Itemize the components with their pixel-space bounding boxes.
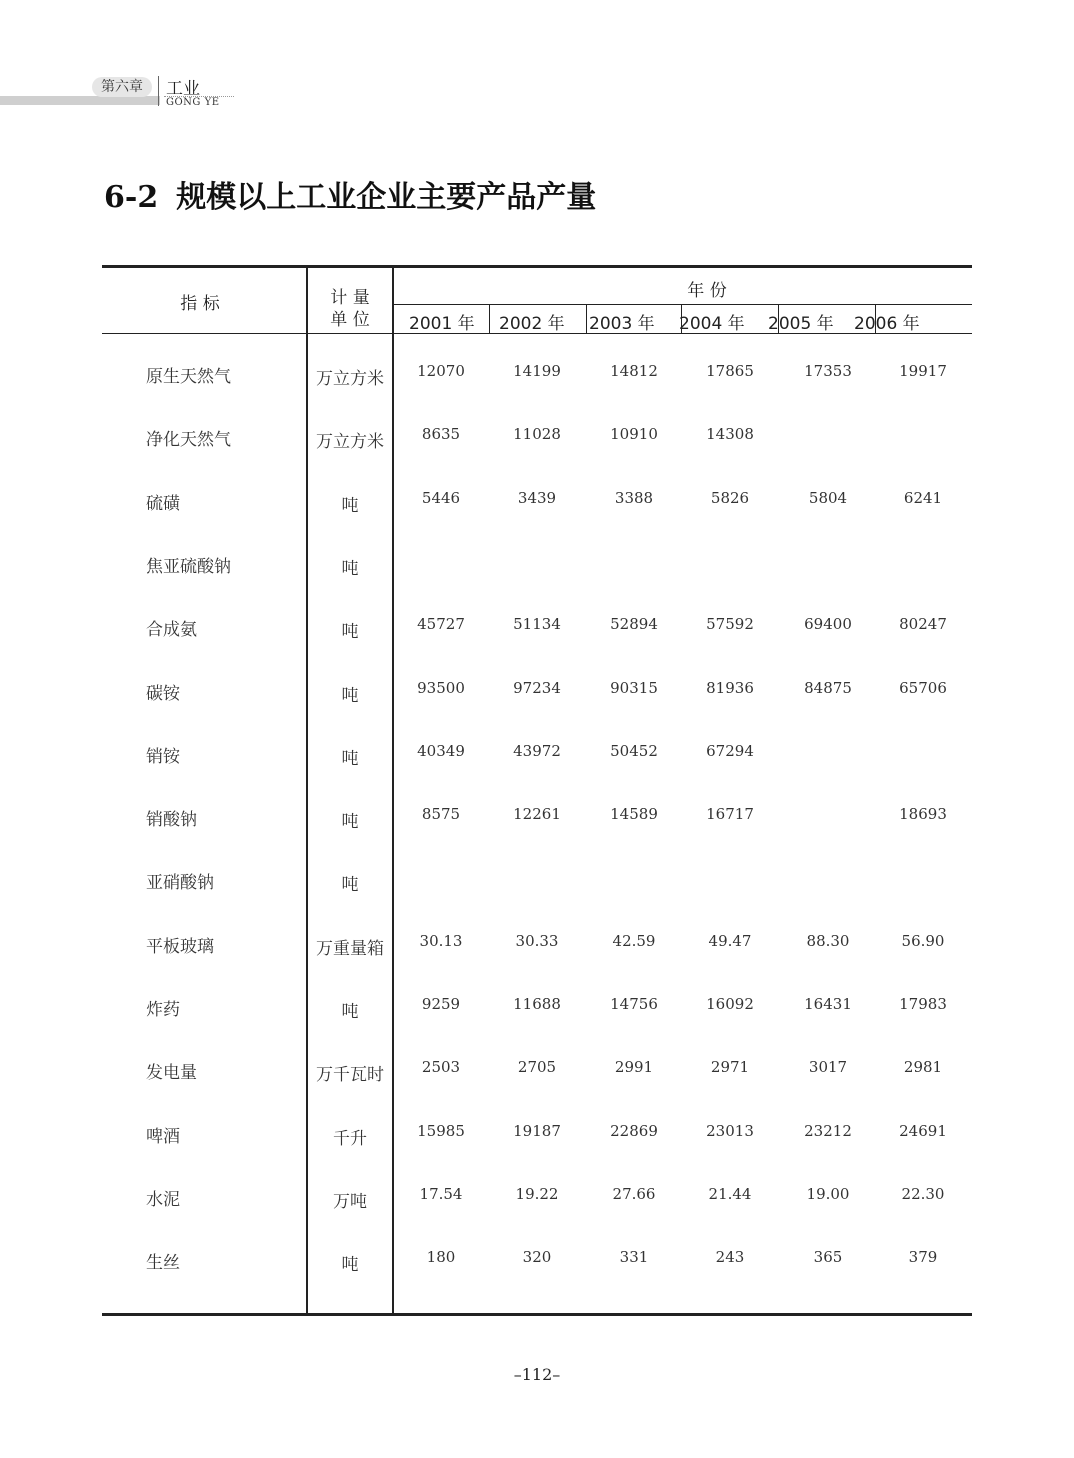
row-value: 2705 [517, 1058, 557, 1077]
header-section-cn: 工业 [166, 79, 200, 99]
row-value: 17.54 [419, 1184, 463, 1203]
row-value: 27.66 [612, 1184, 656, 1203]
row-unit: 万立方米 [316, 369, 384, 389]
row-unit: 吨 [341, 1255, 359, 1276]
row-value: 17983 [899, 995, 947, 1013]
page-number: –112– [513, 1365, 561, 1384]
row-value: 23212 [804, 1121, 852, 1140]
row-value: 12070 [417, 362, 465, 380]
column-header-indicator: 指 标 [180, 294, 220, 314]
row-value: 30.33 [515, 931, 559, 950]
row-unit: 吨 [341, 875, 359, 896]
row-value: 50452 [610, 741, 658, 760]
header-bar [0, 96, 160, 105]
row-value: 8635 [421, 425, 461, 444]
table-row [0, 362, 1074, 402]
row-value: 18693 [899, 805, 947, 824]
row-unit: 万立方米 [316, 432, 384, 453]
row-indicator-name: 合成氨 [146, 620, 197, 641]
table-row [0, 1058, 1074, 1098]
row-indicator-name: 亚硝酸钠 [146, 873, 214, 894]
row-indicator-name: 发电量 [146, 1063, 197, 1084]
row-value: 56.90 [901, 931, 945, 950]
row-unit: 吨 [341, 685, 359, 706]
title-number: 6-2 [104, 180, 159, 215]
table-row [0, 1248, 1074, 1288]
row-unit: 吨 [341, 812, 359, 833]
row-value: 3388 [614, 488, 654, 507]
row-indicator-name: 销酸钠 [146, 810, 197, 831]
row-value: 9259 [421, 995, 461, 1013]
row-value: 180 [426, 1248, 456, 1267]
row-value: 23013 [706, 1121, 754, 1140]
row-indicator-name: 水泥 [146, 1189, 180, 1210]
row-value: 2971 [710, 1058, 750, 1077]
row-value: 80247 [899, 615, 947, 634]
row-value: 97234 [513, 678, 561, 697]
row-unit: 万重量箱 [316, 938, 384, 959]
row-value: 5446 [421, 488, 461, 507]
column-header-unit-line1: 计 量 [330, 288, 370, 308]
row-value: 40349 [417, 741, 465, 760]
row-value: 21.44 [708, 1184, 752, 1203]
row-value: 3439 [517, 488, 557, 507]
row-value: 19187 [513, 1121, 561, 1140]
row-value: 15985 [417, 1121, 465, 1140]
row-unit: 吨 [341, 558, 359, 579]
row-unit: 吨 [341, 622, 359, 643]
row-value: 19917 [899, 362, 947, 380]
row-value: 42.59 [612, 931, 656, 950]
row-unit: 吨 [341, 748, 359, 769]
year-header-2003: 2003 年 [589, 314, 655, 334]
row-value: 6241 [903, 488, 943, 507]
table-row [0, 615, 1074, 655]
table-row [0, 742, 1074, 782]
row-unit: 吨 [341, 1002, 359, 1022]
row-value: 43972 [513, 741, 561, 760]
row-value: 24691 [899, 1121, 947, 1140]
year-header-2004: 2004 年 [679, 314, 745, 334]
year-divider-1 [489, 305, 490, 334]
row-indicator-name: 销铵 [146, 746, 180, 767]
header-section-en: GONG YE [166, 97, 220, 108]
row-value: 2981 [903, 1058, 943, 1077]
row-value: 14199 [513, 362, 561, 380]
row-value: 379 [908, 1248, 938, 1267]
row-value: 88.30 [806, 931, 850, 950]
row-value: 3017 [808, 1058, 848, 1077]
year-header-2005: 2005 年 [768, 314, 834, 334]
table-row [0, 995, 1074, 1035]
row-value: 331 [619, 1248, 649, 1267]
row-unit: 吨 [341, 495, 359, 516]
row-value: 69400 [804, 615, 852, 634]
row-unit: 千升 [333, 1128, 367, 1149]
row-value: 14308 [706, 425, 754, 444]
row-value: 11688 [513, 995, 561, 1013]
row-value: 320 [522, 1248, 552, 1267]
row-value: 67294 [706, 741, 754, 760]
table-top-rule [102, 265, 972, 268]
row-value: 14589 [610, 805, 658, 824]
table-row [0, 805, 1074, 845]
row-value: 90315 [610, 678, 658, 697]
table-row [0, 1122, 1074, 1162]
row-indicator-name: 焦亚硫酸钠 [146, 556, 231, 577]
column-header-unit-line2: 单 位 [330, 310, 370, 330]
header-divider [158, 76, 159, 106]
row-value: 45727 [417, 615, 465, 634]
year-header-2001: 2001 年 [409, 314, 475, 334]
row-value: 243 [715, 1248, 745, 1267]
row-value: 57592 [706, 615, 754, 634]
table-row [0, 679, 1074, 719]
title-text: 规模以上工业企业主要产品产量 [176, 180, 597, 215]
row-value: 30.13 [419, 931, 463, 950]
row-value: 22869 [610, 1121, 658, 1140]
row-indicator-name: 平板玻璃 [146, 936, 214, 957]
row-value: 12261 [513, 805, 561, 824]
row-value: 8575 [421, 805, 461, 824]
row-value: 17865 [706, 362, 754, 380]
row-value: 2991 [614, 1058, 654, 1077]
row-value: 14812 [610, 362, 658, 380]
row-value: 11028 [513, 425, 561, 444]
row-indicator-name: 原生天然气 [146, 367, 231, 387]
row-value: 10910 [610, 425, 658, 444]
row-unit: 万吨 [333, 1191, 367, 1212]
year-header-2006: 2006 年 [854, 314, 920, 334]
year-header-2002: 2002 年 [499, 314, 565, 334]
row-value: 84875 [804, 678, 852, 697]
table-row [0, 868, 1074, 908]
row-indicator-name: 硫磺 [146, 493, 180, 514]
chapter-badge: 第六章 [92, 77, 152, 97]
table-bottom-rule [102, 1313, 972, 1316]
row-value: 22.30 [901, 1184, 945, 1203]
row-indicator-name: 啤酒 [146, 1126, 180, 1147]
table-row [0, 489, 1074, 529]
row-value: 16092 [706, 995, 754, 1013]
column-header-years: 年 份 [687, 281, 727, 301]
row-value: 16431 [804, 995, 852, 1013]
table-row [0, 425, 1074, 465]
row-value: 49.47 [708, 931, 752, 950]
row-indicator-name: 炸药 [146, 1000, 180, 1020]
row-value: 19.00 [806, 1184, 850, 1203]
row-indicator-name: 净化天然气 [146, 430, 231, 451]
row-value: 19.22 [515, 1184, 559, 1203]
row-value: 52894 [610, 615, 658, 634]
table-row [0, 1185, 1074, 1225]
row-indicator-name: 碳铵 [146, 683, 180, 704]
row-value: 81936 [706, 678, 754, 697]
row-value: 14756 [610, 995, 658, 1013]
row-value: 2503 [421, 1058, 461, 1077]
year-header-rule [392, 304, 972, 305]
row-unit: 万千瓦时 [316, 1065, 384, 1086]
row-value: 93500 [417, 678, 465, 697]
row-value: 5826 [710, 488, 750, 507]
table-row [0, 932, 1074, 972]
row-value: 5804 [808, 488, 848, 507]
row-value: 16717 [706, 805, 754, 824]
year-divider-2 [586, 305, 587, 334]
page-title [104, 172, 596, 216]
row-value: 365 [813, 1248, 843, 1267]
row-indicator-name: 生丝 [146, 1253, 180, 1274]
table-row [0, 552, 1074, 592]
row-value: 65706 [899, 678, 947, 697]
row-value: 51134 [513, 615, 561, 634]
row-value: 17353 [804, 362, 852, 380]
